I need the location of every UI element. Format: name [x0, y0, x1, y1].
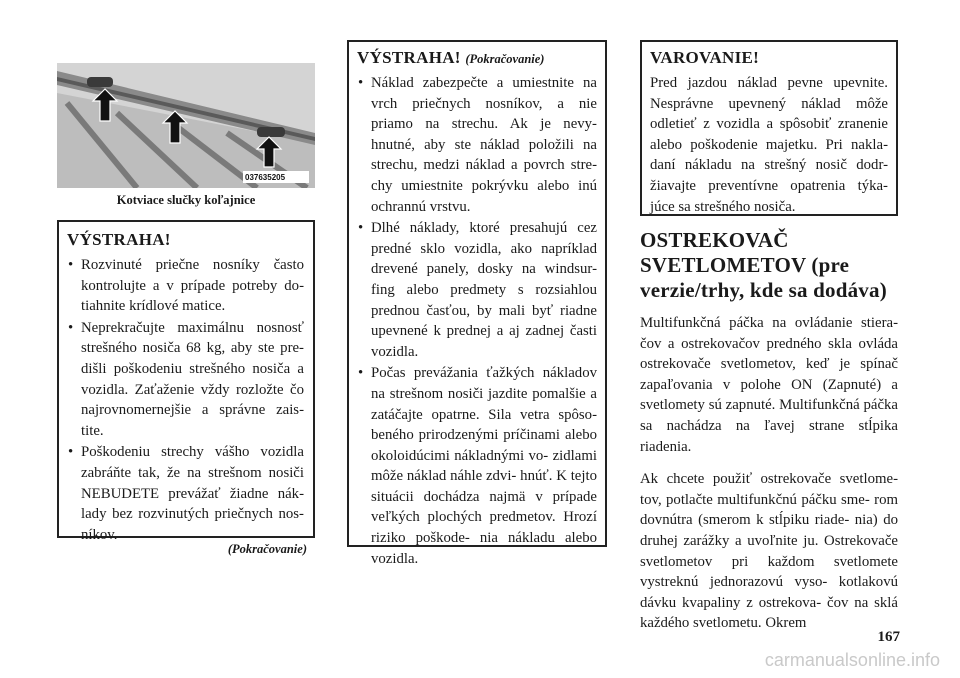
warning-list	[67, 255, 304, 545]
figure-code: 037635205	[245, 173, 286, 182]
figure-caption: Kotviace slučky koľajnice	[116, 193, 256, 207]
page-number: 167	[877, 629, 900, 645]
warning-item: • Poškodeniu strechy vášho vozidla zabráňte tak, že na strešnom nosiči NEBUDETE prevážať žiadne nák- lady bez rozvinutých priečnych nos- níkov.	[67, 442, 304, 545]
warning-list	[357, 73, 597, 569]
warning-title: VÝSTRAHA!	[357, 48, 461, 67]
section-heading: OSTREKOVAČ SVETLOMETOV (pre verzie/trhy, kde sa dodáva)	[640, 228, 887, 302]
roof-rail-figure	[57, 63, 315, 188]
warning-box-2	[347, 40, 607, 567]
warning-continued-title	[357, 48, 597, 68]
caution-box	[640, 40, 898, 216]
warning-item: • Rozvinuté priečne nosníky často kontrolujte a v prípade potreby do- tiahnite krídlové matice.	[67, 255, 304, 317]
continued-note: (Pokračovanie)	[227, 542, 307, 556]
warning-subtitle: (Pokračovanie)	[465, 52, 545, 66]
warning-item: • Náklad zabezpečte a umiestnite na vrch priečnych nosníkov, a nie priamo na strechu. Ak je nevy- hnutné, aby ste náklad položili na strechu, medzi náklad a povrch stre- chy umiestnite pokrývku alebo inú ochrannú vrstvu.	[357, 73, 597, 217]
watermark: carmanualsonline.info	[764, 650, 940, 670]
warning-box-1	[57, 220, 315, 543]
warning-title: VÝSTRAHA!	[67, 230, 171, 249]
caution-text: Pred jazdou náklad pevne upevnite. Nesprávne upevnený náklad môže odletieť z vozidla a spôsobiť zranenie alebo poškodenie majetku. Pri nakla- daní nákladu na strešný nosič dodr- žiavajte preventívne opatrenia týka- júce sa strešného nosiča.	[650, 75, 888, 215]
headlight-washer-section	[640, 228, 898, 646]
warning-item: • Neprekračujte maximálnu nosnosť strešného nosiča 68 kg, aby ste pre- dišli poškodeniu strešného nosiča a vozidla. Zaťaženie vždy rozložte čo najrovnomernejšie a správne zais- tite.	[67, 318, 304, 442]
section-paragraph: Ak chcete použiť ostrekovače svetlome- tov, potlačte multifunkčnú páčku sme- rom dovnútra (smerom k stĺpiku riade- nia) do druhej zarážky a uvoľnite ju. Ostrekovače svetlometov pri každom svetlomete vystreknú jednorazovú vyso- kotlakovú dávku kvapaliny z ostrekova- čov na sklá každého svetlometu. Okrem	[640, 471, 898, 632]
caution-title: VAROVANIE!	[650, 48, 760, 67]
section-paragraph: Multifunkčná páčka na ovládanie stiera- čov a ostrekovačov predného skla ovláda ostrekovače svetlometov, keď je spínač zapaľovania v polohe ON (Zapnuté) a svetlomety sú zapnuté. Multifunkčná páčka sa nachádza na ľavej strane stĺpika riadenia.	[640, 315, 898, 455]
warning-item: • Dlhé náklady, ktoré presahujú cez predné sklo vozidla, ako napríklad drevené panely, dosky na windsur- fing alebo predmety s rozsiahlou prednou časťou, by mali byť riadne upevnené k prednej a aj zadnej časti vozidla.	[357, 218, 597, 362]
roof-rail-illustration	[57, 63, 315, 188]
warning-item: • Počas prevážania ťažkých nákladov na strešnom nosiči jazdite pomalšie a zatáčajte opatrne. Sila vetra spôso- beného prirodzenými príčinami alebo okoloidúcimi nákladnými vo- zidlami môže náklad náhle zdvi- hnúť. K tejto situácii dochádza najmä v prípade veľkých plochých predmetov. Hrozí riziko poškode- nia nákladu alebo vozidla.	[357, 363, 597, 569]
